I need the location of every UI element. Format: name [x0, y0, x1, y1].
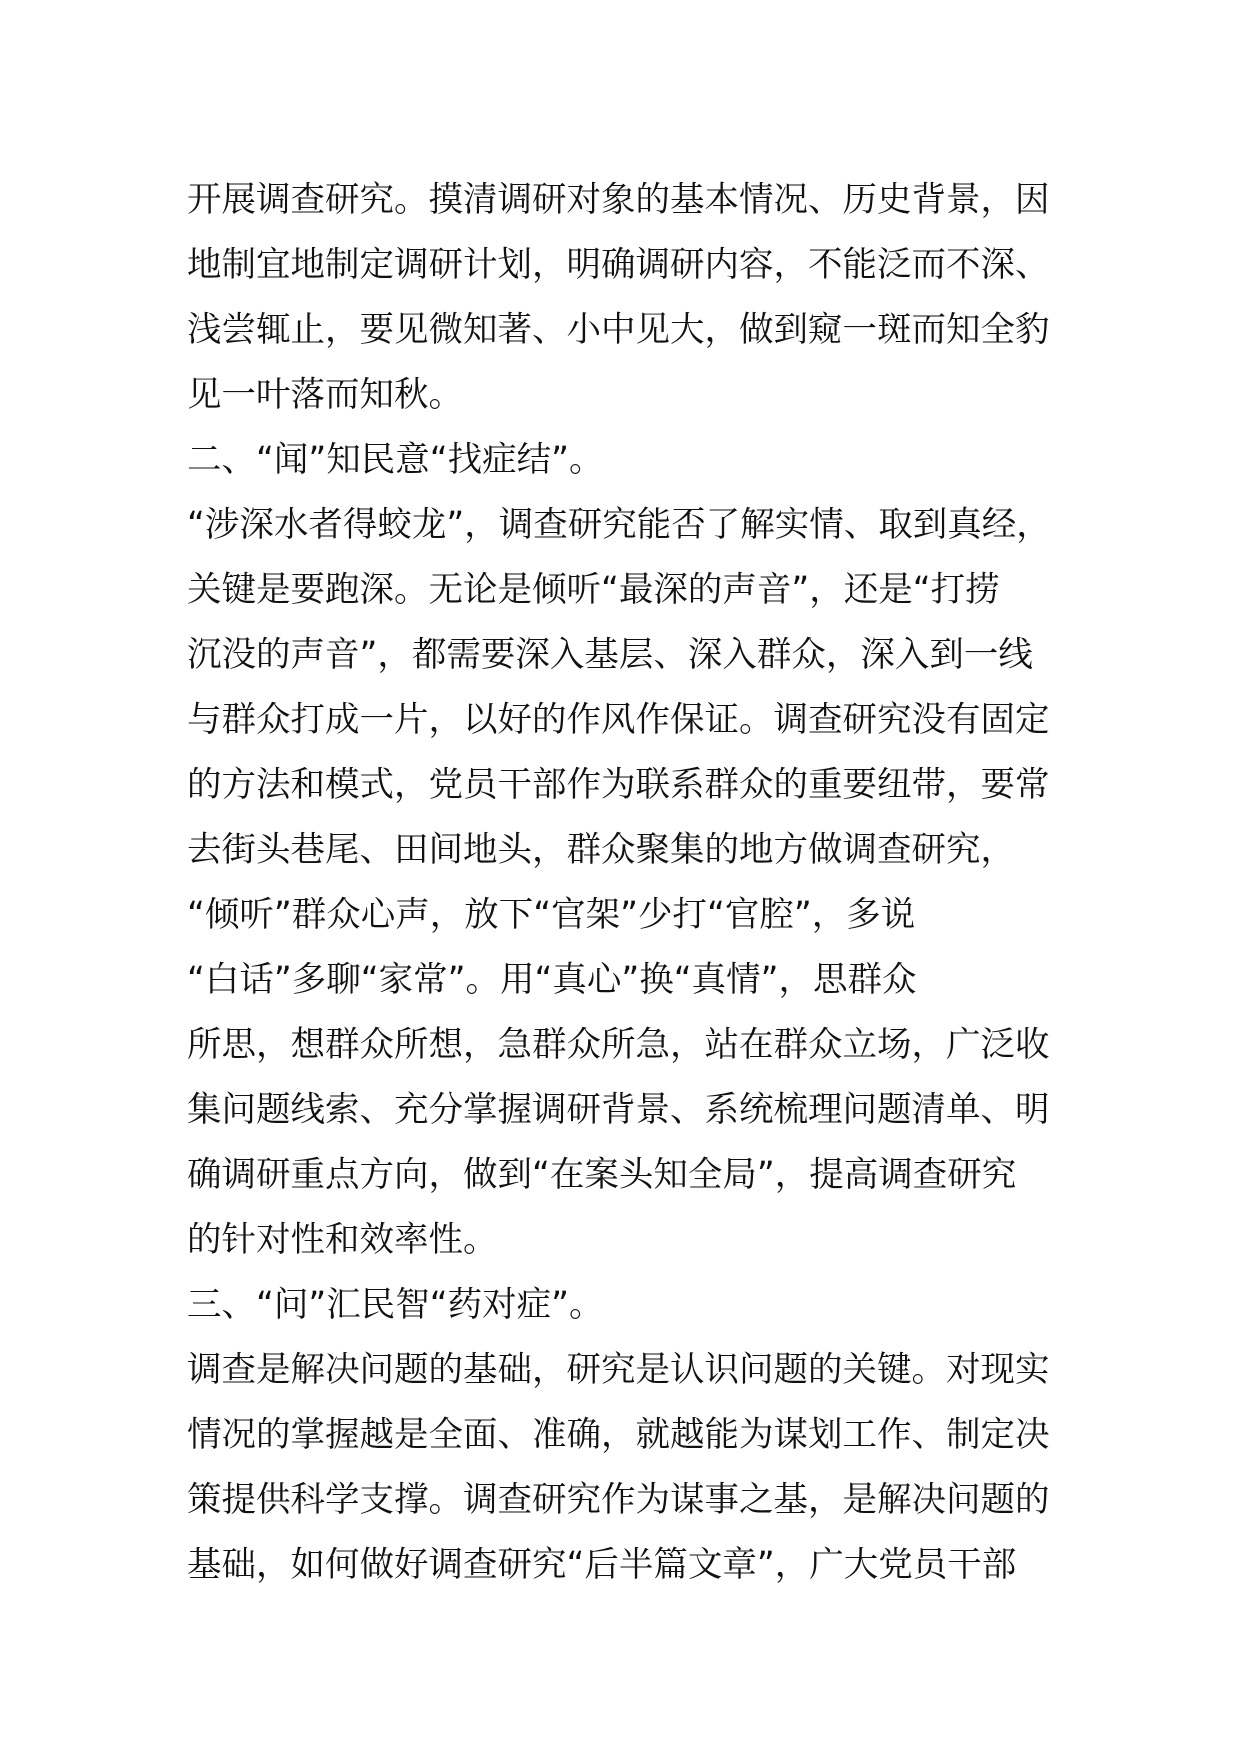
section-heading-2: 二、“闻”知民意“找症结”。 — [187, 440, 604, 480]
text-line: 沉没的声音”，都需要深入基层、深入群众，深入到一线 — [187, 635, 1033, 675]
text-line: “涉深水者得蛟龙”，调查研究能否了解实情、取到真经， — [187, 505, 1051, 545]
text-line: 地制宜地制定调研计划，明确调研内容，不能泛而不深、 — [187, 245, 1050, 285]
text-line: 关键是要跑深。无论是倾听“最深的声音”，还是“打捞 — [187, 570, 1000, 610]
text-line: 见一叶落而知秋。 — [187, 375, 463, 415]
body-text — [187, 168, 1067, 1598]
text-line: 与群众打成一片，以好的作风作保证。调查研究没有固定 — [187, 700, 1050, 740]
text-line: 开展调查研究。摸清调研对象的基本情况、历史背景，因 — [187, 180, 1050, 220]
text-line: “倾听”群众心声，放下“官架”少打“官腔”，多说 — [187, 895, 916, 935]
text-line: 情况的掌握越是全面、准确，就越能为谋划工作、制定决 — [187, 1415, 1050, 1455]
text-line: 的方法和模式，党员干部作为联系群众的重要纽带，要常 — [187, 765, 1050, 805]
text-line: 浅尝辄止，要见微知著、小中见大，做到窥一斑而知全豹 — [187, 310, 1050, 350]
text-line: 去街头巷尾、田间地头，群众聚集的地方做调查研究， — [187, 830, 1015, 870]
text-line: 基础，如何做好调查研究“后半篇文章”，广大党员干部 — [187, 1545, 1017, 1585]
text-line: 集问题线索、充分掌握调研背景、系统梳理问题清单、明 — [187, 1090, 1050, 1130]
text-line: 策提供科学支撑。调查研究作为谋事之基，是解决问题的 — [187, 1480, 1050, 1520]
text-line: 调查是解决问题的基础，研究是认识问题的关键。对现实 — [187, 1350, 1050, 1390]
text-line: 所思，想群众所想，急群众所急，站在群众立场，广泛收 — [187, 1025, 1050, 1065]
section-heading-3: 三、“问”汇民智“药对症”。 — [187, 1285, 604, 1325]
text-line: 的针对性和效率性。 — [187, 1220, 498, 1260]
text-line: 确调研重点方向，做到“在案头知全局”，提高调查研究 — [187, 1155, 1017, 1195]
text-line: “白话”多聊“家常”。用“真心”换“真情”，思群众 — [187, 960, 917, 1000]
